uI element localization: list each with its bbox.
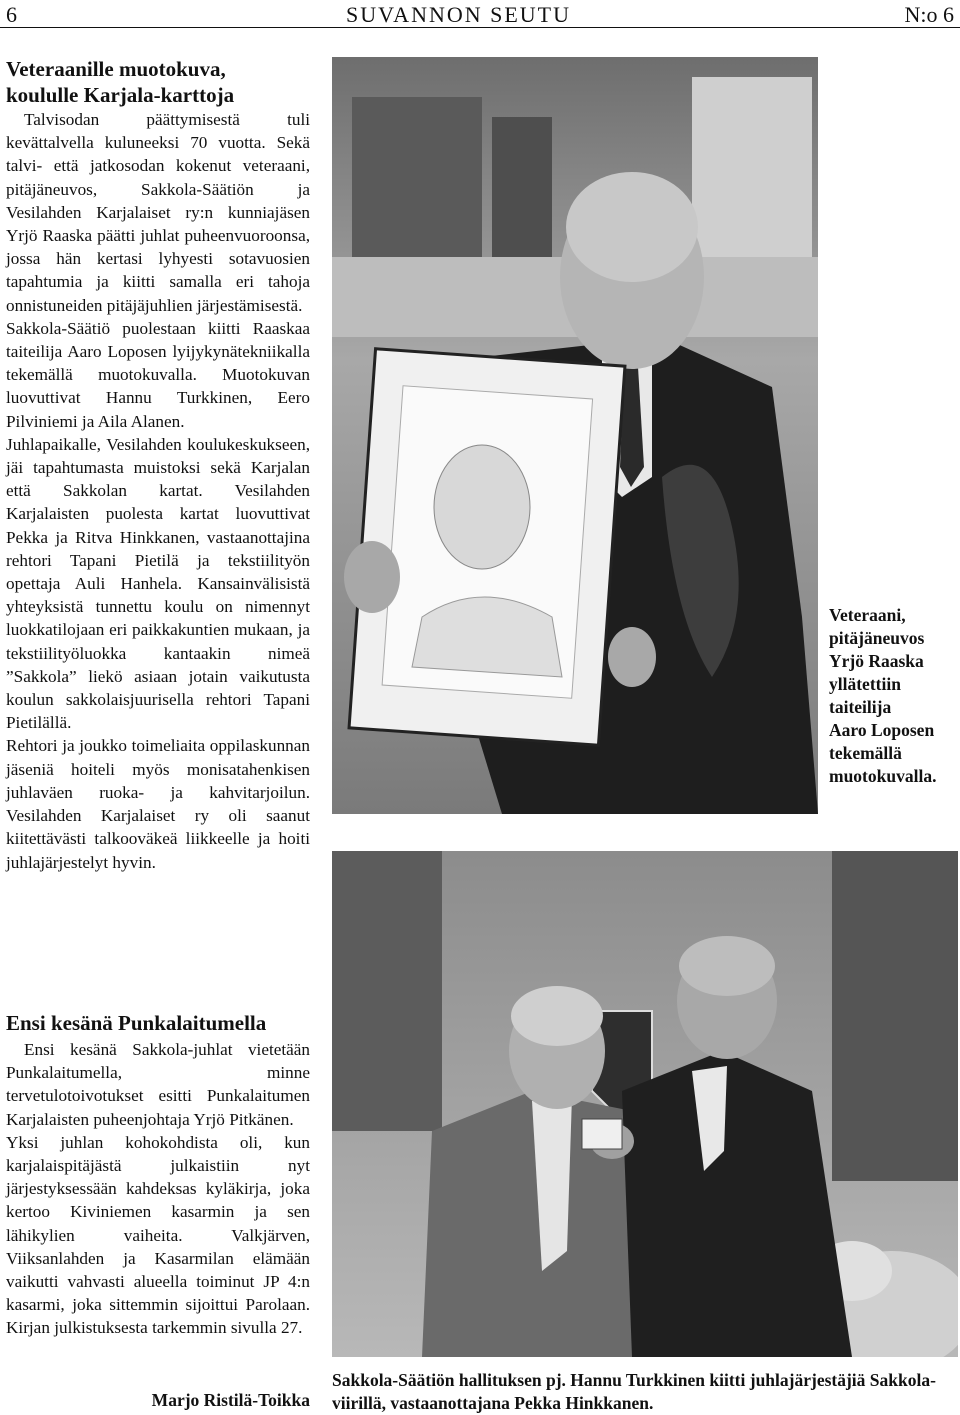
caption-line: Veteraani, (829, 605, 906, 625)
article-next-summer (6, 1010, 310, 1340)
headline-line-2: koululle Karjala-karttoja (6, 83, 235, 107)
article-paragraph: Talvisodan päättymisestä tuli kevättalvella kuluneeksi 70 vuotta. Sekä talvi- että jatkosodan kokenut veteraani, pitäjäneuvos, Sakkola-Säätiön ja Vesilahden Karjalaiset ry:n kunniajäsen Yrjö Raaska päätti juhlat puheenvuoroonsa, jossa hän kertasi lyhyesti sotavuosien tapahtumia ja kiitti samalla eri tahoja onnistuneiden pitäjäjuhlien järjestämisestä. (6, 110, 310, 315)
caption-line: pitäjäneuvos (829, 628, 925, 648)
photo-caption-veteran (829, 604, 957, 788)
article-headline: Ensi kesänä Punkalaitumella (6, 1011, 267, 1035)
publication-title: SUVANNON SEUTU (346, 2, 572, 27)
article-paragraph: Rehtori ja joukko toimeliaita oppilaskunnan jäseniä hoiteli myös monisatahenkisen juhlaväen ruoka- ja kahvitarjoilun. Vesilahden Karjalaiset ry oli saanut kiitettävästi talkooväkeä liikkeelle ja hoiti juhlajärjestelyt hyvin. (6, 736, 310, 872)
photo-pennant-handover-image (332, 851, 958, 1357)
article-paragraph: Juhlapaikalle, Vesilahden koulukeskukseen, jäi tapahtumasta muistoksi sekä Karjalan että Sakkolan kartat. Vesilahden Karjalaisten puolesta kartat luovuttivat Pekka ja Ritva Hinkkanen, vastaanottajina rehtori Tapani Pietilä ja tekstiilityön opettaja Auli Hanhela. Kansainvälisistä yhteyksistä tunnettu koulu on nimennyt luokkatilojaan eri paikkakuntien mukaan, ja tekstiilityöluokka kantaakin nimeä ”Sakkola” liekö asiaan jotain vaikutusta koulun sakkolaisjuurisella rehtori Tapani Pietilällä. (6, 434, 310, 733)
caption-line: yllätettiin (829, 674, 901, 694)
header-rule (0, 27, 960, 28)
article-headline (6, 56, 310, 108)
caption-line: Aaro Loposen (829, 720, 935, 740)
caption-line: tekemällä (829, 743, 902, 763)
article-paragraph: Sakkola-Säätiö puolestaan kiitti Raaskaa taiteilija Aaro Loposen lyijykynätekniikalla tekemällä muotokuvalla. Muotokuvan luovuttivat Hannu Turkkinen, Eero Pilviniemi ja Aila Alanen. (6, 318, 310, 431)
photo-veteran-portrait-image (332, 57, 818, 814)
photo-caption-handover: Sakkola-Säätiön hallituksen pj. Hannu Turkkinen kiitti juhlajärjestäjiä Sakkola-viirillä, vastaanottajana Pekka Hinkkanen. (332, 1370, 936, 1413)
photo-veteran-portrait (332, 57, 818, 814)
caption-line: Yrjö Raaska (829, 651, 924, 671)
photo-pennant-handover (332, 851, 958, 1357)
author-byline: Marjo Ristilä-Toikka (151, 1390, 310, 1410)
page-number: 6 (6, 2, 17, 27)
caption-line: muotokuvalla. (829, 766, 937, 786)
article-paragraph: Yksi juhlan kohokohdista oli, kun karjalaispitäjästä julkaistiin nyt järjestyksessään kahdeksas kyläkirja, joka kertoo Kiviniemen kasarmin ja sen lähikylien vaiheita. Valkjärven, Viiksanlahden ja Kasarmilan elämään vaikutti vahvasti alueella toiminut JP 4:n kasarmi, joka sittemmin sijoittui Parolaan. Kirjan julkistuksesta tarkemmin sivulla 27. (6, 1132, 310, 1338)
headline-line-1: Veteraanille muotokuva, (6, 57, 226, 81)
issue-number: N:o 6 (904, 2, 954, 27)
caption-line: taiteilija (829, 697, 892, 717)
article-paragraph: Ensi kesänä Sakkola-juhlat vietetään Punkalaitumella, minne tervetulotoivotukset esitti Punkalaitumen Karjalaisten puheenjohtaja Yrjö Pitkänen. (6, 1040, 310, 1129)
article-veteran-portrait (6, 56, 310, 874)
page-header (0, 0, 960, 28)
